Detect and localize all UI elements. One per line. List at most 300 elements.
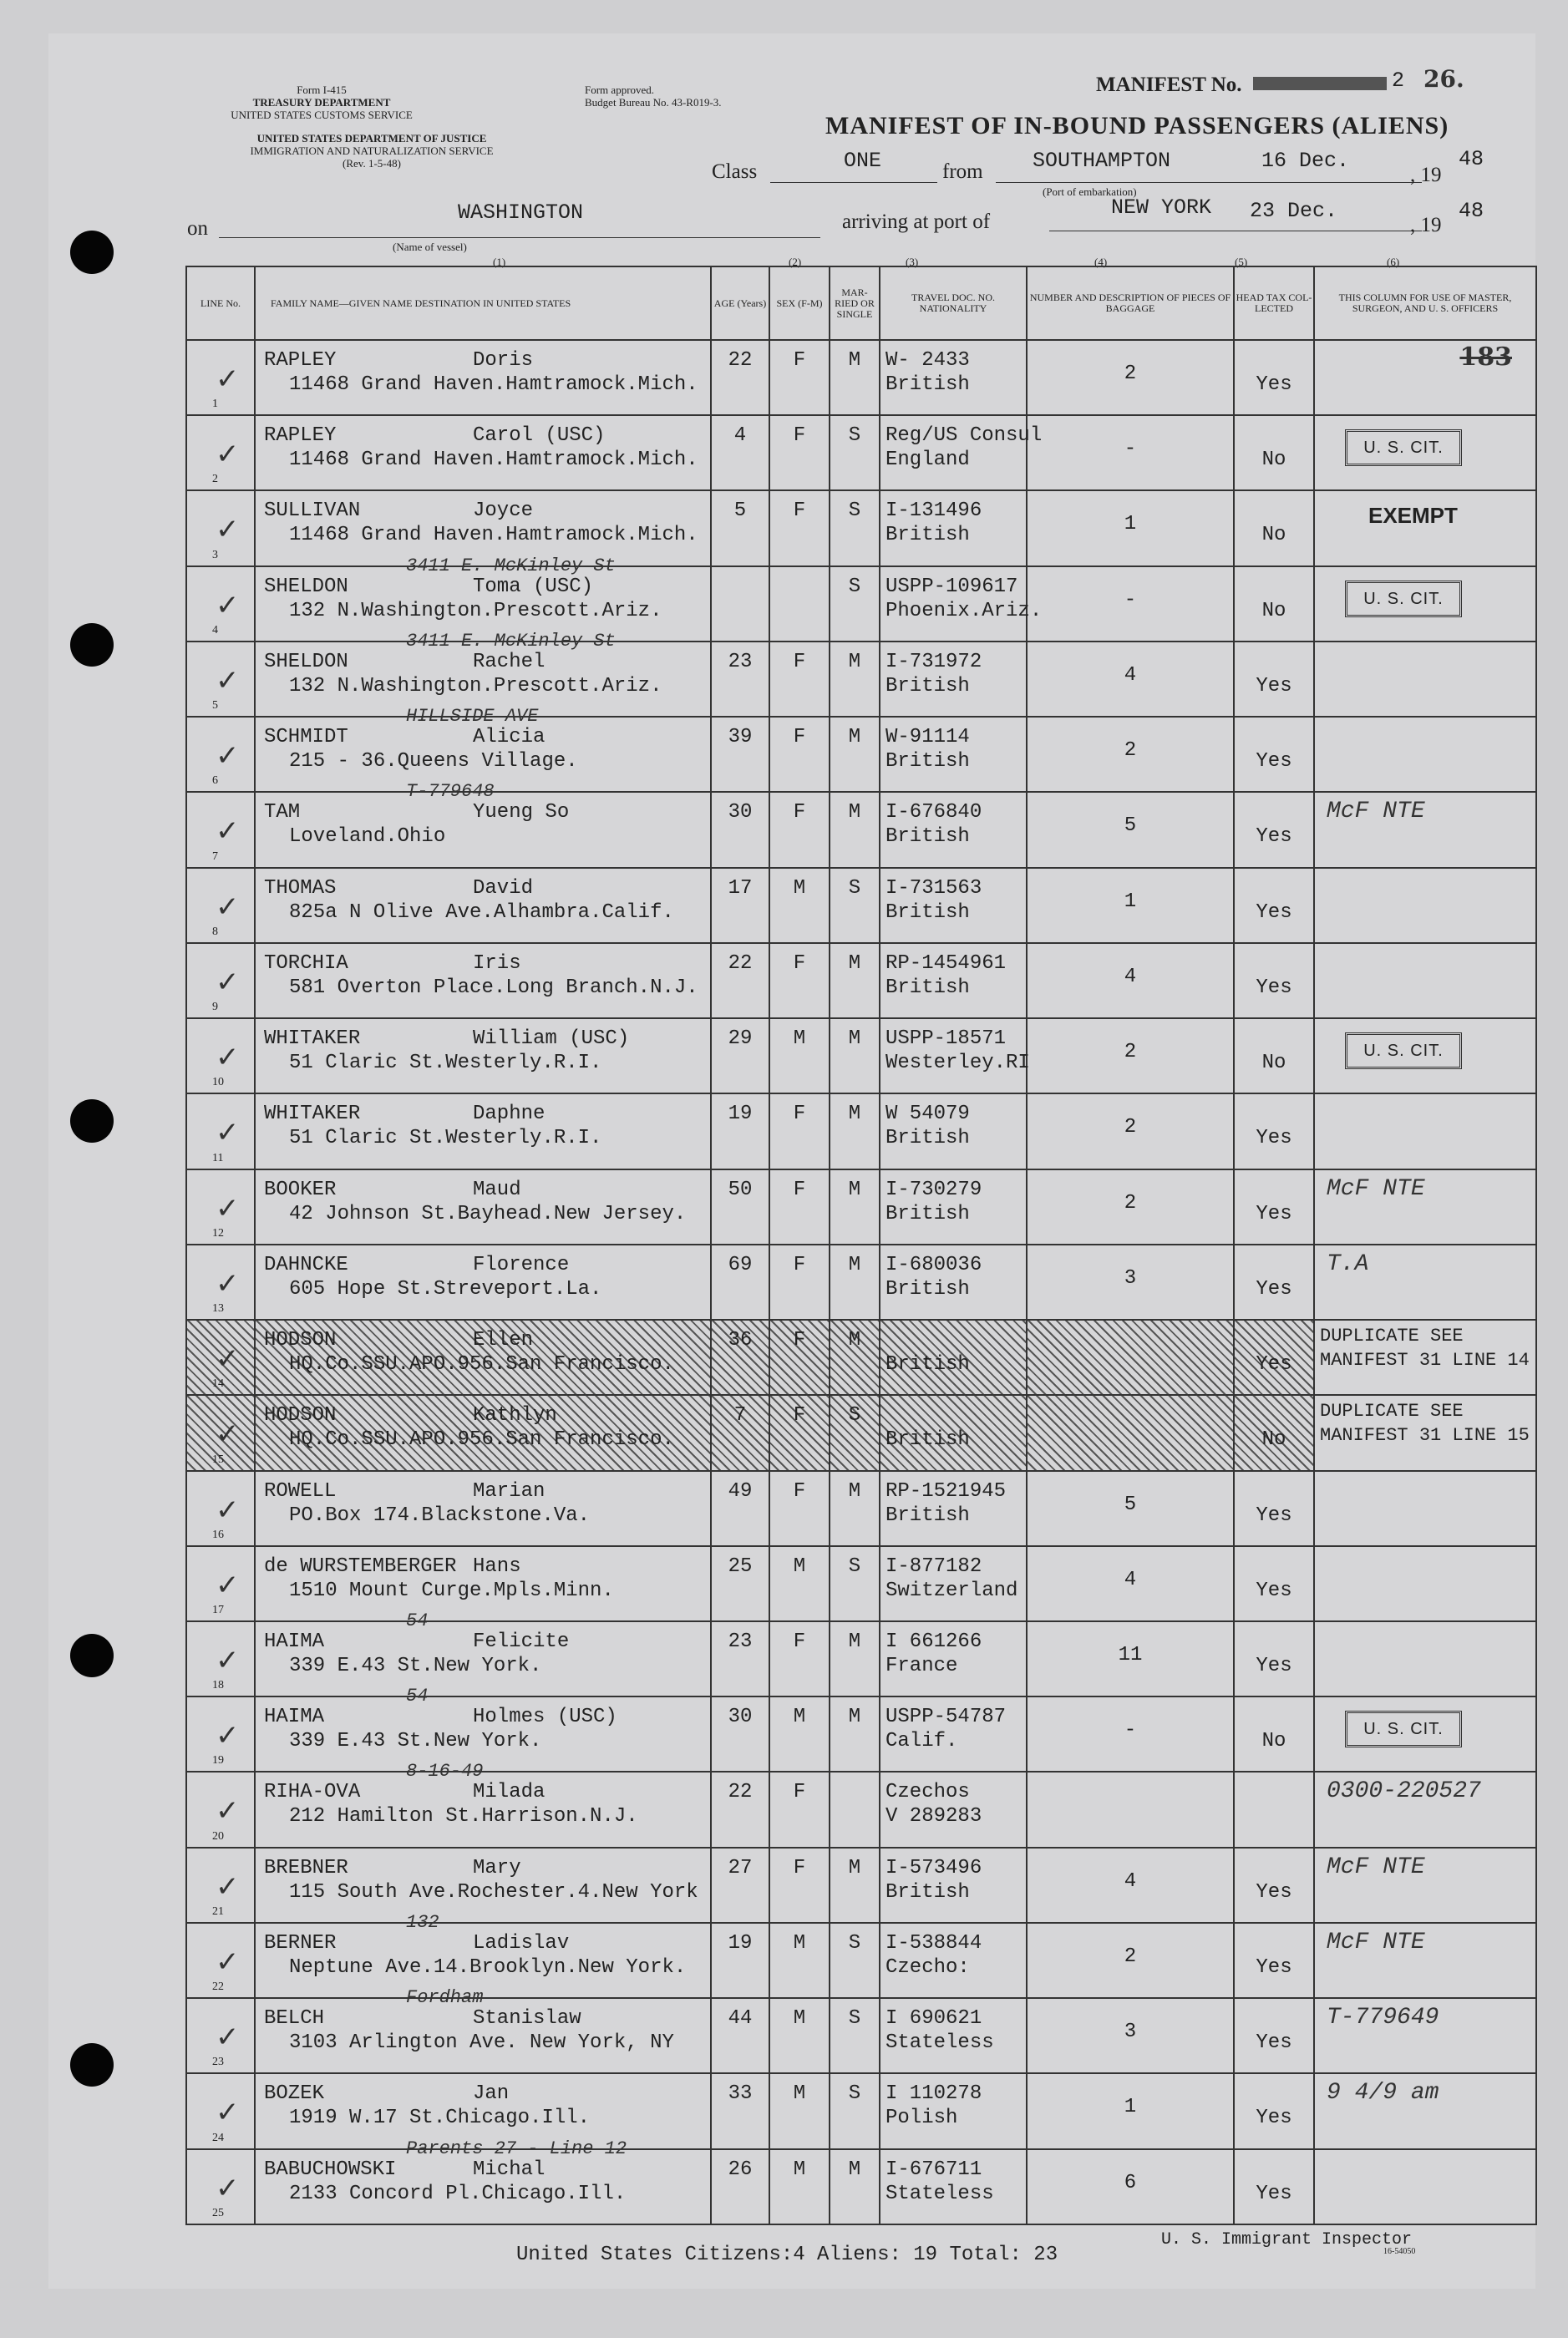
baggage-count: 11	[1118, 1643, 1143, 1666]
check-mark-icon: ✓	[216, 1719, 240, 1753]
family-name: HODSON	[264, 1404, 337, 1428]
name-cell	[255, 1018, 711, 1093]
officer-cell	[1314, 1320, 1536, 1395]
officer-cell	[1314, 943, 1536, 1018]
age: 49	[728, 1479, 753, 1503]
marital-status: S	[848, 1404, 861, 1428]
destination: 1510 Mount Curge.Mpls.Minn.	[289, 1579, 614, 1602]
nationality: France	[885, 1654, 958, 1677]
age: 19	[728, 1931, 753, 1955]
line-cell	[186, 1772, 255, 1847]
sex-cell	[769, 2073, 830, 2148]
marital-cell	[830, 1546, 880, 1621]
travel-doc-cell	[880, 1848, 1027, 1923]
sex: F	[793, 1404, 806, 1428]
nationality: British	[885, 1428, 970, 1452]
age-cell	[711, 943, 769, 1018]
check-mark-icon: ✓	[216, 1418, 240, 1452]
line-number: 3	[212, 548, 218, 561]
travel-doc-number: RP-1454961	[885, 951, 1007, 975]
name-cell	[255, 781, 711, 867]
marital-status: S	[848, 876, 861, 900]
marital-cell	[830, 792, 880, 867]
form-number: Form I-415	[297, 84, 347, 96]
name-cell	[255, 340, 711, 415]
travel-doc-number: Reg/US Consul	[885, 424, 1043, 448]
family-name: HODSON	[264, 1329, 337, 1352]
passenger-table	[185, 266, 1537, 2225]
travel-doc-cell	[880, 340, 1027, 415]
header-line-no: LINE No.	[186, 266, 255, 340]
line-number: 13	[212, 1302, 224, 1316]
officer-cell	[1314, 2073, 1536, 2148]
travel-doc-number: I-731972	[885, 650, 982, 673]
check-mark-icon: ✓	[216, 1266, 240, 1301]
baggage-cell	[1027, 415, 1234, 490]
baggage-cell	[1027, 490, 1234, 565]
age: 7	[733, 1404, 747, 1428]
sex-cell	[769, 792, 830, 867]
given-name: David	[473, 876, 534, 900]
table-row	[186, 1923, 1536, 1998]
destination: 51 Claric St.Westerly.R.I.	[289, 1052, 602, 1075]
officer-cell	[1314, 717, 1536, 792]
marital-status: S	[848, 2082, 861, 2106]
sex-cell	[769, 1923, 830, 1998]
travel-doc-number: RP-1521945	[885, 1479, 1007, 1503]
line-number: 16	[212, 1528, 224, 1541]
given-name: Marian	[473, 1479, 546, 1503]
head-tax: Yes	[1256, 2182, 1292, 2205]
age-cell	[711, 1848, 769, 1923]
budget-number: Budget Bureau No. 43-R019-3.	[585, 96, 722, 109]
line-cell	[186, 1169, 255, 1245]
head-tax-cell	[1234, 717, 1314, 792]
sex-cell	[769, 1621, 830, 1696]
baggage-count: -	[1124, 588, 1137, 611]
given-name: Mary	[473, 1856, 521, 1879]
baggage-cell	[1027, 642, 1234, 717]
line-cell	[186, 1093, 255, 1169]
us-citizen-stamp: U. S. CIT.	[1345, 1032, 1462, 1069]
sex-cell	[769, 1245, 830, 1320]
table-row	[186, 1696, 1536, 1772]
sex-cell	[769, 868, 830, 943]
travel-doc-number: I-676840	[885, 801, 982, 824]
baggage-cell	[1027, 1848, 1234, 1923]
officer-cell	[1314, 1546, 1536, 1621]
given-name: Hans	[473, 1554, 521, 1578]
handwritten-annotation: T-779648	[406, 781, 495, 803]
family-name: BOZEK	[264, 2082, 325, 2106]
sex: F	[793, 349, 806, 372]
sex: F	[793, 500, 806, 523]
age: 22	[728, 951, 753, 975]
table-row	[186, 2073, 1536, 2148]
travel-doc-cell	[880, 642, 1027, 717]
age-cell	[711, 642, 769, 717]
table-row	[186, 1245, 1536, 1320]
sex-cell	[769, 943, 830, 1018]
head-tax: Yes	[1256, 373, 1292, 396]
travel-doc-number: I 110278	[885, 2082, 982, 2106]
header-row	[186, 266, 1536, 340]
vessel-name: WASHINGTON	[458, 200, 584, 225]
line-number: 1	[212, 398, 218, 411]
name-cell	[255, 1761, 711, 1847]
check-mark-icon: ✓	[216, 890, 240, 924]
officer-cell	[1314, 792, 1536, 867]
head-tax-cell	[1234, 1621, 1314, 1696]
marital-cell	[830, 2073, 880, 2148]
travel-doc-cell	[880, 717, 1027, 792]
line-cell	[186, 943, 255, 1018]
officer-notation: McF NTE	[1327, 799, 1425, 825]
baggage-count: 2	[1124, 1191, 1137, 1215]
age-cell	[711, 1395, 769, 1470]
age: 22	[728, 349, 753, 372]
given-name: Florence	[473, 1253, 570, 1276]
us-citizen-stamp: U. S. CIT.	[1345, 1711, 1462, 1747]
officer-notation: McF NTE	[1327, 1854, 1425, 1880]
check-mark-icon: ✓	[216, 1116, 240, 1150]
baggage-count: 2	[1124, 363, 1137, 385]
head-tax-cell	[1234, 340, 1314, 415]
head-tax: Yes	[1256, 1579, 1292, 1602]
baggage-cell	[1027, 1696, 1234, 1772]
head-tax-cell	[1234, 1998, 1314, 2073]
destination: PO.Box 174.Blackstone.Va.	[289, 1504, 591, 1527]
sex: M	[793, 1554, 806, 1578]
handwritten-annotation: HILLSIDE AVE	[406, 706, 539, 728]
table-row	[186, 1546, 1536, 1621]
baggage-cell	[1027, 1621, 1234, 1696]
name-cell	[255, 1169, 711, 1245]
age-cell	[711, 1245, 769, 1320]
line-number: 22	[212, 1980, 224, 1994]
marital-cell	[830, 2149, 880, 2224]
marital-cell	[830, 1848, 880, 1923]
head-tax-cell	[1234, 1471, 1314, 1546]
table-row	[186, 1093, 1536, 1169]
baggage-count: 1	[1124, 513, 1137, 536]
marital-cell	[830, 642, 880, 717]
baggage-cell	[1027, 1998, 1234, 2073]
travel-doc-number: I-131496	[885, 500, 982, 523]
destination: Neptune Ave.14.Brooklyn.New York.	[289, 1955, 687, 1979]
class-label: Class	[712, 160, 758, 183]
check-mark-icon: ✓	[216, 1945, 240, 1979]
baggage-cell	[1027, 943, 1234, 1018]
line-cell	[186, 566, 255, 642]
sex: F	[793, 650, 806, 673]
family-name: DAHNCKE	[264, 1253, 348, 1276]
customs-service: UNITED STATES CUSTOMS SERVICE	[231, 109, 413, 121]
head-tax-cell	[1234, 1848, 1314, 1923]
sex-cell	[769, 1696, 830, 1772]
header-baggage: NUMBER AND DESCRIPTION OF PIECES OF BAGGAGE	[1027, 266, 1234, 340]
check-mark-icon: ✓	[216, 1643, 240, 1677]
travel-doc-number: W 54079	[885, 1103, 970, 1126]
sex: M	[793, 2158, 806, 2181]
travel-doc-cell	[880, 943, 1027, 1018]
name-cell	[255, 2138, 711, 2224]
age: 30	[728, 801, 753, 824]
age: 25	[728, 1554, 753, 1578]
given-name: Alicia	[473, 726, 546, 749]
family-name: THOMAS	[264, 876, 337, 900]
marital-cell	[830, 1696, 880, 1772]
line-cell	[186, 1546, 255, 1621]
nationality: Westerley.RI	[885, 1052, 1030, 1075]
header-officer-text: THIS COLUMN FOR USE OF MASTER, SURGEON, AND U. S. OFFICERS	[1338, 292, 1512, 314]
age-cell	[711, 566, 769, 642]
family-name: BREBNER	[264, 1856, 348, 1879]
officer-cell	[1314, 1621, 1536, 1696]
travel-doc-number: USPP-18571	[885, 1027, 1007, 1051]
manifest-no-handwritten: 26.	[1423, 65, 1464, 93]
line-number: 15	[212, 1453, 224, 1466]
sex-cell	[769, 566, 830, 642]
officer-cell	[1314, 1471, 1536, 1546]
baggage-count: 4	[1124, 1869, 1137, 1893]
travel-doc-number: W-91114	[885, 726, 970, 749]
age-cell	[711, 792, 769, 867]
baggage-count: 3	[1124, 2021, 1137, 2044]
baggage-cell	[1027, 1320, 1234, 1395]
head-tax: No	[1261, 1730, 1286, 1753]
destination: 51 Claric St.Westerly.R.I.	[289, 1127, 602, 1150]
baggage-cell	[1027, 2149, 1234, 2224]
baggage-count: 2	[1124, 1945, 1137, 1968]
sex-cell	[769, 1093, 830, 1169]
travel-doc-number: USPP-54787	[885, 1706, 1007, 1729]
us-citizen-stamp: U. S. CIT.	[1345, 429, 1462, 466]
age-cell	[711, 717, 769, 792]
marital-cell	[830, 1772, 880, 1847]
officer-cell	[1314, 1696, 1536, 1772]
age: 17	[728, 876, 753, 900]
line-number: 7	[212, 849, 218, 863]
from-label: from	[942, 160, 983, 183]
baggage-cell	[1027, 1471, 1234, 1546]
line-number: 12	[212, 1226, 224, 1240]
destination: 115 South Ave.Rochester.4.New York	[289, 1880, 698, 1904]
marital-status: M	[848, 349, 861, 372]
check-mark-icon: ✓	[216, 1041, 240, 1075]
head-tax-cell	[1234, 1245, 1314, 1320]
nationality: Czecho:	[885, 1955, 970, 1979]
age-cell	[711, 490, 769, 565]
table-row	[186, 490, 1536, 565]
given-name: Carol (USC)	[473, 424, 606, 448]
sex: F	[793, 1103, 806, 1126]
head-tax-cell	[1234, 490, 1314, 565]
marital-status: M	[848, 1253, 861, 1276]
class-underline	[770, 182, 937, 183]
travel-doc-number: USPP-109617	[885, 575, 1018, 598]
travel-doc-cell	[880, 490, 1027, 565]
head-tax: Yes	[1256, 1880, 1292, 1904]
destination: 42 Johnson St.Bayhead.New Jersey.	[289, 1202, 687, 1225]
given-name: Felicite	[473, 1630, 570, 1653]
header-officer-use	[1314, 266, 1536, 372]
manifest-no-value: 2	[1253, 68, 1412, 94]
nationality: British	[885, 524, 970, 547]
baggage-cell	[1027, 1018, 1234, 1093]
officer-cell	[1314, 1245, 1536, 1320]
name-cell	[255, 1093, 711, 1169]
officer-notation: DUPLICATE SEE MANIFEST 31 LINE 15	[1320, 1401, 1530, 1447]
sex: F	[793, 951, 806, 975]
travel-doc-number: I-676711	[885, 2158, 982, 2181]
sex-cell	[769, 415, 830, 490]
from-underline	[996, 182, 1422, 183]
table-row	[186, 1471, 1536, 1546]
us-citizen-stamp: U. S. CIT.	[1345, 581, 1462, 617]
age: 44	[728, 2007, 753, 2031]
marital-status: M	[848, 1706, 861, 1729]
line-cell	[186, 340, 255, 415]
sex: F	[793, 1329, 806, 1352]
family-name: TORCHIA	[264, 951, 348, 975]
age-cell	[711, 1772, 769, 1847]
given-name: William (USC)	[473, 1027, 630, 1051]
destination: 1919 W.17 St.Chicago.Ill.	[289, 2107, 591, 2130]
head-tax: No	[1261, 1428, 1286, 1452]
check-mark-icon: ✓	[216, 1191, 240, 1225]
table-row	[186, 1018, 1536, 1093]
sex-cell	[769, 1471, 830, 1546]
name-cell	[255, 1245, 711, 1320]
nationality: Phoenix.Ariz.	[885, 599, 1043, 622]
head-tax-cell	[1234, 1018, 1314, 1093]
check-mark-icon: ✓	[216, 814, 240, 849]
nationality: Stateless	[885, 2182, 994, 2205]
marital-cell	[830, 1320, 880, 1395]
baggage-count: 2	[1124, 1116, 1137, 1139]
family-name: HAIMA	[264, 1706, 325, 1729]
form-code: 16-54050	[1383, 2247, 1416, 2256]
baggage-count: -	[1124, 1719, 1137, 1742]
marital-status: M	[848, 951, 861, 975]
baggage-cell	[1027, 868, 1234, 943]
baggage-count: 2	[1124, 1041, 1137, 1064]
marital-status: M	[848, 1329, 861, 1352]
totals-footer: United States Citizens:4 Aliens: 19 Total: 23	[516, 2244, 1058, 2266]
travel-doc-cell	[880, 1245, 1027, 1320]
family-name: SHELDON	[264, 575, 348, 598]
punch-hole	[70, 231, 114, 274]
sex-cell	[769, 2149, 830, 2224]
officer-cell	[1314, 1848, 1536, 1923]
name-cell	[255, 1471, 711, 1546]
destination: Loveland.Ohio	[289, 825, 446, 849]
head-tax-cell	[1234, 1093, 1314, 1169]
age: 26	[728, 2158, 753, 2181]
inspector-label: U. S. Immigrant Inspector	[1161, 2230, 1413, 2249]
travel-doc-cell	[880, 1923, 1027, 1998]
destination: 11468 Grand Haven.Hamtramock.Mich.	[289, 373, 698, 396]
line-number: 2	[212, 473, 218, 486]
table-row	[186, 415, 1536, 490]
nationality: British	[885, 1277, 970, 1301]
manifest-title: MANIFEST OF IN-BOUND PASSENGERS (ALIENS)	[825, 112, 1449, 139]
officer-cell	[1314, 1395, 1536, 1470]
table-row	[186, 717, 1536, 792]
marital-cell	[830, 1395, 880, 1470]
year-prefix-2: , 19	[1410, 214, 1442, 236]
line-cell	[186, 1018, 255, 1093]
officer-cell	[1314, 1093, 1536, 1169]
destination: HQ.Co.SSU.APO.956.San Francisco.	[289, 1428, 674, 1452]
marital-status: M	[848, 2158, 861, 2181]
family-name: SHELDON	[264, 650, 348, 673]
baggage-cell	[1027, 1923, 1234, 1998]
age: 30	[728, 1706, 753, 1729]
sex: M	[793, 1931, 806, 1955]
check-mark-icon: ✓	[216, 1869, 240, 1904]
destination: 605 Hope St.Streveport.La.	[289, 1277, 602, 1301]
handwritten-annotation: Parents 27 - Line 12	[406, 2138, 627, 2159]
sex: M	[793, 2007, 806, 2031]
embarkation-caption: (Port of embarkation)	[1043, 185, 1137, 198]
age: 5	[733, 500, 747, 523]
baggage-cell	[1027, 1395, 1234, 1470]
sex: F	[793, 1856, 806, 1879]
marital-cell	[830, 1245, 880, 1320]
head-tax-cell	[1234, 1696, 1314, 1772]
line-number: 14	[212, 1377, 224, 1391]
head-tax: Yes	[1256, 1277, 1292, 1301]
departure-date: 16 Dec.	[1261, 149, 1350, 173]
age-cell	[711, 1923, 769, 1998]
marital-cell	[830, 868, 880, 943]
marital-status: M	[848, 1178, 861, 1201]
baggage-cell	[1027, 792, 1234, 867]
header-age: AGE (Years)	[711, 266, 769, 340]
sex-cell	[769, 1018, 830, 1093]
nationality: British	[885, 1504, 970, 1527]
given-name: Stanislaw	[473, 2007, 581, 2031]
sex: F	[793, 726, 806, 749]
header-name: FAMILY NAME—GIVEN NAME DESTINATION IN UNITED STATES	[255, 266, 711, 340]
marital-status: M	[848, 726, 861, 749]
name-cell	[255, 1395, 711, 1470]
name-cell	[255, 943, 711, 1018]
treasury-dept: TREASURY DEPARTMENT	[252, 96, 391, 109]
sex-cell	[769, 717, 830, 792]
family-name: BABUCHOWSKI	[264, 2158, 397, 2181]
officer-cell	[1314, 490, 1536, 565]
check-mark-icon: ✓	[216, 739, 240, 773]
given-name: Jan	[473, 2082, 510, 2106]
name-cell	[255, 1320, 711, 1395]
nationality: Calif.	[885, 1730, 958, 1753]
age-cell	[711, 868, 769, 943]
check-mark-icon: ✓	[216, 2171, 240, 2205]
baggage-count: 4	[1124, 965, 1137, 988]
officer-notation: McF NTE	[1327, 1929, 1425, 1955]
head-tax: No	[1261, 449, 1286, 472]
family-name: RIHA-OVA	[264, 1781, 361, 1804]
sex: M	[793, 1027, 806, 1051]
baggage-cell	[1027, 1546, 1234, 1621]
table-row	[186, 642, 1536, 717]
family-name: RAPLEY	[264, 349, 337, 372]
sex-cell	[769, 1395, 830, 1470]
marital-status: M	[848, 1027, 861, 1051]
